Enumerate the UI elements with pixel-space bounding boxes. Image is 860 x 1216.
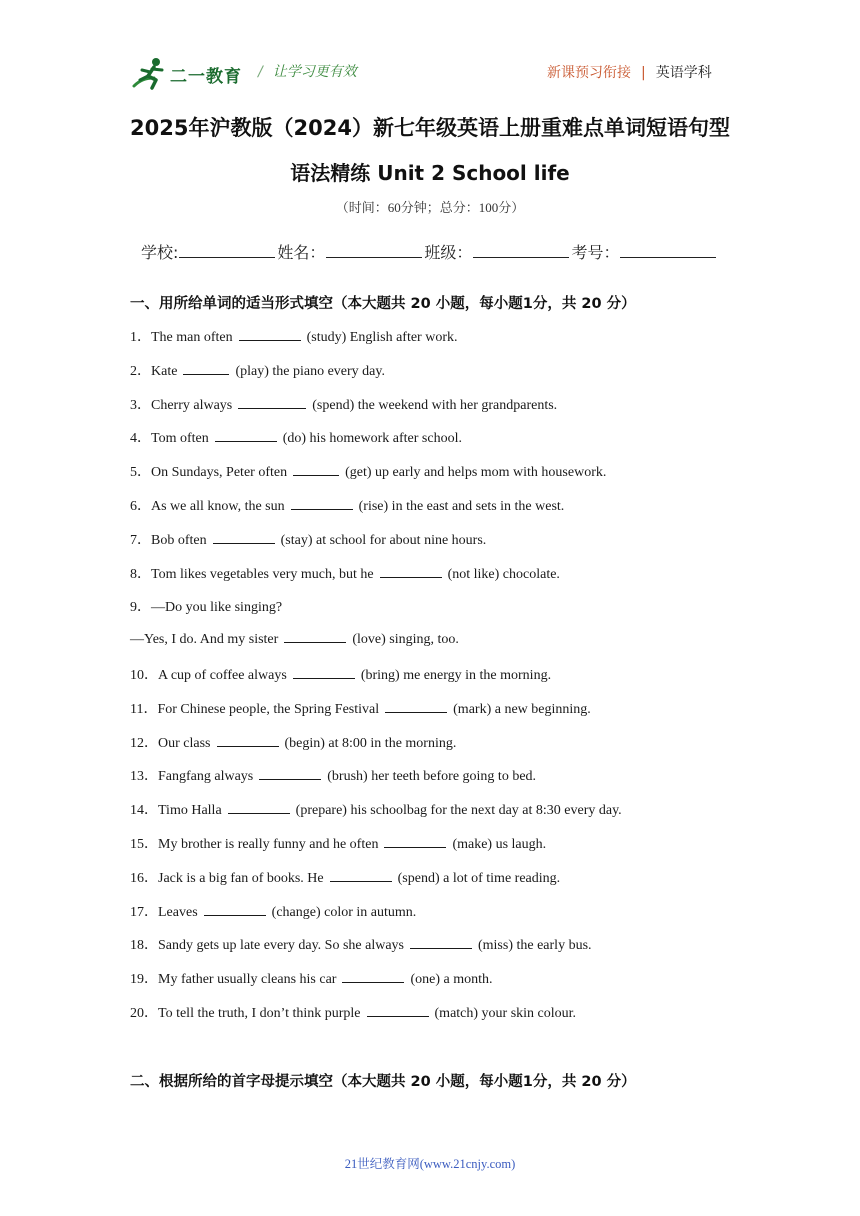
number-blank[interactable] [620, 243, 716, 258]
question-hint: (stay) at school for about nine hours. [280, 533, 487, 548]
answer-blank[interactable] [213, 531, 275, 544]
answer-blank[interactable] [384, 835, 446, 848]
question-hint: (play) the piano every day. [235, 364, 385, 379]
question-number: 16． [130, 871, 158, 886]
number-label: 考号： [571, 243, 620, 262]
answer-blank[interactable] [385, 700, 447, 713]
question-text: Jack is a big fan of books. He [158, 871, 324, 886]
question-text: Timo Halla [158, 803, 222, 818]
question-hint: (brush) her teeth before going to bed. [327, 769, 537, 784]
question-row [130, 664, 551, 684]
question-number: 3． [130, 398, 151, 413]
question-text: —Yes, I do. And my sister [130, 632, 279, 647]
question-row [130, 461, 606, 481]
question-text: Tom likes vegetables very much, but he [151, 567, 374, 582]
question-row [130, 799, 622, 819]
question-text: Bob often [151, 533, 207, 548]
answer-blank[interactable] [291, 497, 353, 510]
school-blank[interactable] [179, 243, 275, 258]
question-text: My brother is really funny and he often [158, 837, 379, 852]
question-number: 11． [130, 702, 158, 717]
header-course-type: 新课预习衔接 [547, 65, 631, 81]
answer-blank[interactable] [183, 362, 229, 375]
question-number: 8． [130, 567, 151, 582]
question-number: 13． [130, 769, 158, 784]
question-hint: (love) singing, too. [352, 632, 459, 647]
question-number: 10． [130, 668, 158, 683]
question-text: The man often [151, 330, 233, 345]
question-hint: (bring) me energy in the morning. [360, 668, 552, 683]
school-label: 学校: [141, 243, 179, 262]
question-row [130, 765, 536, 785]
answer-blank[interactable] [204, 903, 266, 916]
document-title-line2: 语法精练 Unit 2 School life [290, 161, 570, 185]
question-row [130, 867, 560, 887]
exam-time-score: （时间：60分钟；总分：100分） [335, 200, 525, 215]
answer-blank[interactable] [410, 936, 472, 949]
answer-blank[interactable] [259, 767, 321, 780]
slogan-slash: / [258, 64, 263, 80]
logo-text: 二一教育 [170, 67, 242, 87]
question-number: 17． [130, 905, 158, 920]
question-row [130, 563, 560, 583]
question-text: Leaves [158, 905, 198, 920]
header-subject-name: 英语学科 [655, 65, 712, 81]
question-row [130, 596, 282, 616]
question-text: As we all know, the sun [151, 499, 285, 514]
question-number: 19． [130, 972, 158, 987]
question-row [130, 529, 486, 549]
question-row [130, 326, 458, 346]
class-label: 班级： [424, 243, 473, 262]
question-number: 12． [130, 736, 158, 751]
question-row [130, 360, 385, 380]
question-text: For Chinese people, the Spring Festival [157, 702, 380, 717]
question-text: —Do you like singing? [151, 600, 283, 615]
question-number: 1． [130, 330, 151, 345]
section-heading-2: 二、根据所给的首字母提示填空（本大题共 20 小题，每小题1分，共 20 分） [130, 1074, 636, 1090]
question-text: Our class [158, 736, 211, 751]
header-subject [547, 62, 712, 82]
answer-blank[interactable] [367, 1004, 429, 1017]
header-separator: | [641, 65, 646, 81]
question-text: A cup of coffee always [158, 668, 287, 683]
question-number: 20． [130, 1006, 158, 1021]
answer-blank[interactable] [215, 429, 277, 442]
page-footer: 21世纪教育网(www.21cnjy.com) [344, 1157, 516, 1171]
question-text: Cherry always [151, 398, 233, 413]
class-blank[interactable] [473, 243, 569, 258]
question-text: My father usually cleans his car [158, 972, 337, 987]
answer-blank[interactable] [238, 396, 306, 409]
question-hint: (match) your skin colour. [434, 1006, 577, 1021]
question-hint: (mark) a new beginning. [453, 702, 591, 717]
answer-blank[interactable] [217, 734, 279, 747]
question-hint: (make) us laugh. [452, 837, 547, 852]
answer-blank[interactable] [342, 970, 404, 983]
brand-logo [130, 56, 246, 90]
runner-icon [130, 56, 170, 90]
question-number: 18． [130, 938, 158, 953]
question-text: Kate [151, 364, 178, 379]
question-number: 2． [130, 364, 151, 379]
question-hint: (spend) a lot of time reading. [397, 871, 561, 886]
question-row [130, 630, 459, 648]
answer-blank[interactable] [293, 666, 355, 679]
question-hint: (not like) chocolate. [447, 567, 560, 582]
question-row [130, 968, 492, 988]
question-row [130, 394, 557, 414]
question-text: On Sundays, Peter often [151, 465, 288, 480]
document-title-line1: 2025年沪教版（2024）新七年级英语上册重难点单词短语句型 [130, 116, 730, 140]
question-row [130, 732, 456, 752]
question-hint: (get) up early and helps mom with housework. [345, 465, 607, 480]
question-hint: (begin) at 8:00 in the morning. [284, 736, 457, 751]
question-row [130, 833, 546, 853]
question-number: 4． [130, 431, 151, 446]
question-row [130, 495, 564, 515]
question-hint: (rise) in the east and sets in the west. [358, 499, 565, 514]
question-text: Sandy gets up late every day. So she always [158, 938, 404, 953]
slogan [258, 61, 357, 81]
question-row [130, 1002, 576, 1022]
question-hint: (study) English after work. [306, 330, 458, 345]
page-header [0, 0, 860, 100]
question-row [130, 427, 462, 447]
answer-blank[interactable] [330, 869, 392, 882]
question-number: 5． [130, 465, 151, 480]
answer-blank[interactable] [380, 565, 442, 578]
answer-blank[interactable] [284, 630, 346, 643]
answer-blank[interactable] [239, 328, 301, 341]
question-hint: (miss) the early bus. [477, 938, 592, 953]
question-row [130, 934, 592, 954]
question-number: 15． [130, 837, 158, 852]
question-hint: (do) his homework after school. [282, 431, 462, 446]
question-hint: (change) color in autumn. [271, 905, 417, 920]
question-number: 6． [130, 499, 151, 514]
question-number: 9． [130, 600, 151, 615]
question-text: To tell the truth, I don’t think purple [158, 1006, 361, 1021]
student-info-row [141, 240, 718, 263]
answer-blank[interactable] [228, 801, 290, 814]
question-hint: (spend) the weekend with her grandparents. [312, 398, 558, 413]
name-blank[interactable] [326, 243, 422, 258]
question-row [130, 901, 416, 921]
question-text: Tom often [151, 431, 209, 446]
question-hint: (prepare) his schoolbag for the next day at 8:30 every day. [295, 803, 622, 818]
section-heading-1: 一、用所给单词的适当形式填空（本大题共 20 小题，每小题1分，共 20 分） [130, 296, 636, 312]
question-number: 7． [130, 533, 151, 548]
slogan-text: 让学习更有效 [272, 64, 357, 80]
name-label: 姓名： [277, 243, 326, 262]
question-text: Fangfang always [158, 769, 254, 784]
answer-blank[interactable] [293, 463, 339, 476]
question-number: 14． [130, 803, 158, 818]
question-hint: (one) a month. [410, 972, 493, 987]
question-row [130, 698, 591, 718]
